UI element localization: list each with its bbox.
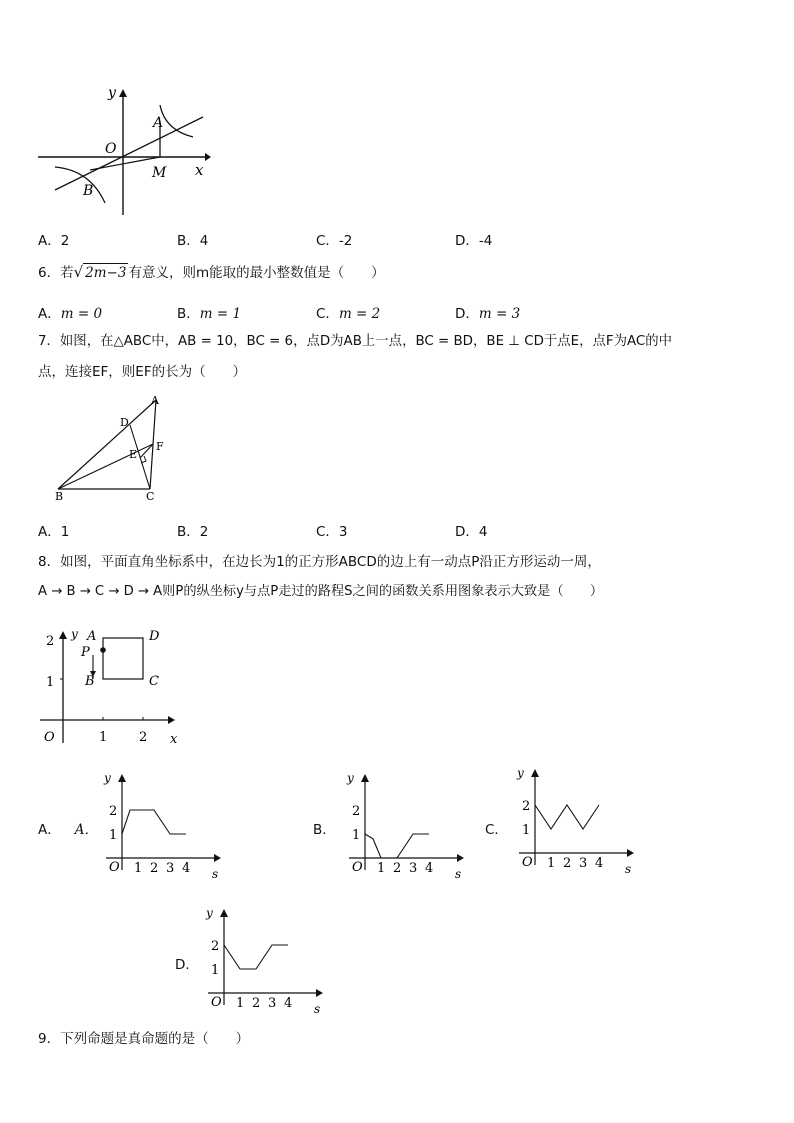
y-tick-label: 2 xyxy=(352,804,361,819)
fig7-B: B xyxy=(55,490,64,502)
y-tick-label: 2 xyxy=(109,804,118,819)
fig8-O: O xyxy=(44,730,55,745)
fig8-y: y xyxy=(71,627,78,641)
s-tick-label: 4 xyxy=(425,861,434,876)
q7-option-a[interactable]: A．1 xyxy=(38,524,70,540)
fig8-t2: 2 xyxy=(139,730,148,745)
fig5-O: O xyxy=(105,141,117,157)
q6-option-d[interactable]: D．m = 3 xyxy=(455,306,521,322)
q8-option-a-label[interactable]: A． A． xyxy=(38,822,98,838)
q6-option-a[interactable]: A．m = 0 xyxy=(38,306,103,322)
fig8-D: D xyxy=(149,629,160,644)
q7-stem-line1: 7．如图，在△ABC中，AB = 10，BC = 6，点D为AB上一点，BC = BD，BE ⊥ CD于点E，点F为AC的中 xyxy=(38,334,673,349)
graph-line xyxy=(365,834,429,858)
s-axis-label: s xyxy=(314,1002,321,1015)
q5-option-b[interactable]: B．4 xyxy=(177,233,209,249)
s-tick-label: 1 xyxy=(236,996,245,1011)
fig7-A: A xyxy=(151,394,159,407)
y-axis-label: y xyxy=(206,906,213,920)
fig7-E: E xyxy=(129,448,138,461)
y-axis-arrow xyxy=(361,774,369,782)
y-tick-label: 1 xyxy=(109,828,118,843)
s-axis-arrow xyxy=(627,849,634,857)
q8-stem-line2: A → B → C → D → A则P的纵坐标y与点P走过的路程S之间的函数关系用图象表示大致是（ ） xyxy=(38,584,604,599)
q7-option-b[interactable]: B．2 xyxy=(177,524,209,540)
q8-option-d-label[interactable]: D． xyxy=(175,957,199,973)
q7-option-d[interactable]: D．4 xyxy=(455,524,488,540)
s-tick-label: 3 xyxy=(579,856,588,871)
y-axis-arrow xyxy=(220,909,228,917)
s-tick-label: 4 xyxy=(595,856,604,871)
y-tick-label: 2 xyxy=(522,799,531,814)
y-axis-label: y xyxy=(104,771,111,785)
y-axis-arrow xyxy=(118,774,126,782)
q6-prefix: 6．若 xyxy=(38,265,74,281)
s-tick-label: 2 xyxy=(563,856,572,871)
y-tick-label: 1 xyxy=(522,823,531,838)
y-axis-label: y xyxy=(347,771,354,785)
y-tick-label: 2 xyxy=(211,939,220,954)
fig8-B: B xyxy=(85,674,95,689)
q6-option-c[interactable]: C．m = 2 xyxy=(316,306,381,322)
q5-option-a[interactable]: A．2 xyxy=(38,233,70,249)
fig5-A: A xyxy=(153,115,164,131)
s-axis-arrow xyxy=(214,854,221,862)
fig8-u1: 1 xyxy=(46,675,55,690)
s-axis-arrow xyxy=(316,989,323,997)
graph-line xyxy=(535,805,599,829)
s-tick-label: 4 xyxy=(284,996,293,1011)
fig8-t1: 1 xyxy=(99,730,108,745)
fig5-M: M xyxy=(152,165,167,181)
q6-stem: 6．若√ 2m−3 有意义，则m能取的最小整数值是（ ） xyxy=(38,263,385,281)
s-axis-label: s xyxy=(455,867,462,880)
s-tick-label: 2 xyxy=(252,996,261,1011)
s-tick-label: 2 xyxy=(150,861,159,876)
fig8-P: P xyxy=(81,645,90,660)
fig5-x: x xyxy=(195,161,204,179)
s-tick-label: 1 xyxy=(134,861,143,876)
s-tick-label: 2 xyxy=(393,861,402,876)
q8-graph-c xyxy=(515,765,645,875)
y-tick-label: 1 xyxy=(211,963,220,978)
s-tick-label: 3 xyxy=(409,861,418,876)
q6-radicand: 2m−3 xyxy=(85,265,127,281)
q8-option-b-label[interactable]: B． xyxy=(313,822,336,838)
q8-graph-d xyxy=(204,905,334,1015)
fig8-A: A xyxy=(87,629,97,644)
fig5-y: y xyxy=(108,85,116,101)
graph-line xyxy=(224,945,288,969)
q8-graph-b xyxy=(345,770,475,880)
q7-stem-line2: 点，连接EF，则EF的长为（ ） xyxy=(38,364,247,380)
s-tick-label: 4 xyxy=(182,861,191,876)
fig8-C: C xyxy=(149,674,159,689)
fig7-F: F xyxy=(156,440,164,453)
fig8-x: x xyxy=(170,732,178,747)
graph-line xyxy=(122,810,186,834)
s-tick-label: 3 xyxy=(166,861,175,876)
q9-stem: 9．下列命题是真命题的是（ ） xyxy=(38,1031,250,1047)
s-tick-label: 3 xyxy=(268,996,277,1011)
origin-label: O xyxy=(522,855,533,870)
q5-option-d[interactable]: D．-4 xyxy=(455,233,493,249)
q6-option-b[interactable]: B．m = 1 xyxy=(177,306,242,322)
y-axis-arrow xyxy=(531,769,539,777)
q6-suffix: 有意义，则m能取的最小整数值是（ ） xyxy=(128,265,385,281)
fig7-D: D xyxy=(120,416,129,429)
s-axis-label: s xyxy=(212,867,219,880)
q7-figure xyxy=(50,392,180,502)
s-axis-arrow xyxy=(457,854,464,862)
fig5-B: B xyxy=(83,183,94,199)
s-tick-label: 1 xyxy=(377,861,386,876)
fig8-u2: 2 xyxy=(46,634,55,649)
s-axis-label: s xyxy=(625,862,632,875)
q8-figure xyxy=(38,625,188,750)
origin-label: O xyxy=(352,860,363,875)
q7-option-c[interactable]: C．3 xyxy=(316,524,348,540)
y-tick-label: 1 xyxy=(352,828,361,843)
q8-graph-a xyxy=(102,770,232,880)
origin-label: O xyxy=(109,860,120,875)
fig7-C: C xyxy=(146,490,155,502)
q8-option-c-label[interactable]: C． xyxy=(485,822,508,838)
q5-figure xyxy=(35,85,215,220)
s-tick-label: 1 xyxy=(547,856,556,871)
y-axis-label: y xyxy=(517,766,524,780)
q8-stem-line1: 8．如图，平面直角坐标系中，在边长为1的正方形ABCD的边上有一动点P沿正方形运动一周， xyxy=(38,554,601,570)
origin-label: O xyxy=(211,995,222,1010)
q5-option-c[interactable]: C．-2 xyxy=(316,233,353,249)
